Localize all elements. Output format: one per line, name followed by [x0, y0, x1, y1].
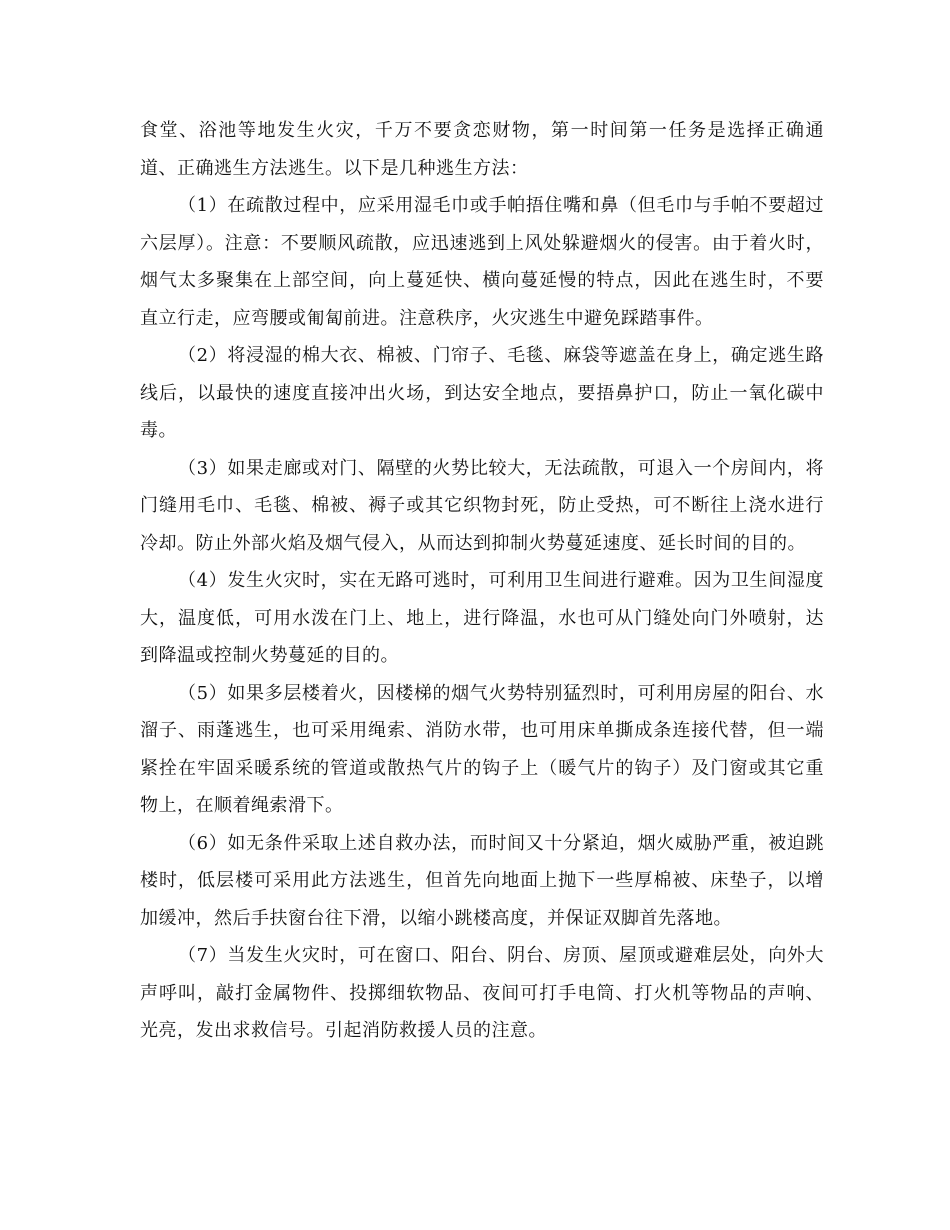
paragraph-method-1: （1）在疏散过程中，应采用湿毛巾或手帕捂住嘴和鼻（但毛巾与手帕不要超过六层厚）。注意：不要顺风疏散，应迅速逃到上风处躲避烟火的侵害。由于着火时，烟气太多聚集在上部空间，向上蔓延快、横向蔓延慢的特点，因此在逃生时，不要直立行走，应弯腰或匍匐前进。注意秩序，火灾逃生中避免踩踏事件。	[140, 195, 824, 329]
paragraph-method-6: （6）如无条件采取上述自救办法，而时间又十分紧迫，烟火威胁严重，被迫跳楼时，低层楼可采用此方法逃生，但首先向地面上抛下一些厚棉被、床垫子，以增加缓冲，然后手扶窗台往下滑，以缩小跳楼高度，并保证双脚首先落地。	[140, 832, 824, 929]
paragraph-method-4: （4）发生火灾时，实在无路可逃时，可利用卫生间进行避难。因为卫生间湿度大，温度低，可用水泼在门上、地上，进行降温，水也可从门缝处向门外喷射，达到降温或控制火势蔓延的目的。	[140, 570, 824, 666]
paragraph-method-2: （2）将浸湿的棉大衣、棉被、门帘子、毛毯、麻袋等遮盖在身上，确定逃生路线后，以最快的速度直接冲出火场，到达安全地点，要捂鼻护口，防止一氧化碳中毒。	[140, 345, 824, 441]
paragraph-method-7: （7）当发生火灾时，可在窗口、阳台、阴台、房顶、屋顶或避难层处，向外大声呼叫，敲打金属物件、投掷细软物品、夜间可打手电筒、打火机等物品的声响、光亮，发出求救信号。引起消防救援人员的注意。	[140, 945, 824, 1041]
paragraph-method-5: （5）如果多层楼着火，因楼梯的烟气火势特别猛烈时，可利用房屋的阳台、水溜子、雨蓬逃生，也可采用绳索、消防水带，也可用床单撕成条连接代替，但一端紧拴在牢固采暖系统的管道或散热气片的钩子上（暖气片的钩子）及门窗或其它重物上，在顺着绳索滑下。	[140, 682, 824, 816]
paragraph-intro: 食堂、浴池等地发生火灾，千万不要贪恋财物，第一时间第一任务是选择正确通道、正确逃生方法逃生。以下是几种逃生方法：	[140, 120, 824, 179]
paragraph-method-3: （3）如果走廊或对门、隔壁的火势比较大，无法疏散，可退入一个房间内，将门缝用毛巾、毛毯、棉被、褥子或其它织物封死，防止受热，可不断往上浇水进行冷却。防止外部火焰及烟气侵入，从而达到抑制火势蔓延速度、延长时间的目的。	[140, 457, 824, 554]
document-body	[140, 112, 824, 1050]
